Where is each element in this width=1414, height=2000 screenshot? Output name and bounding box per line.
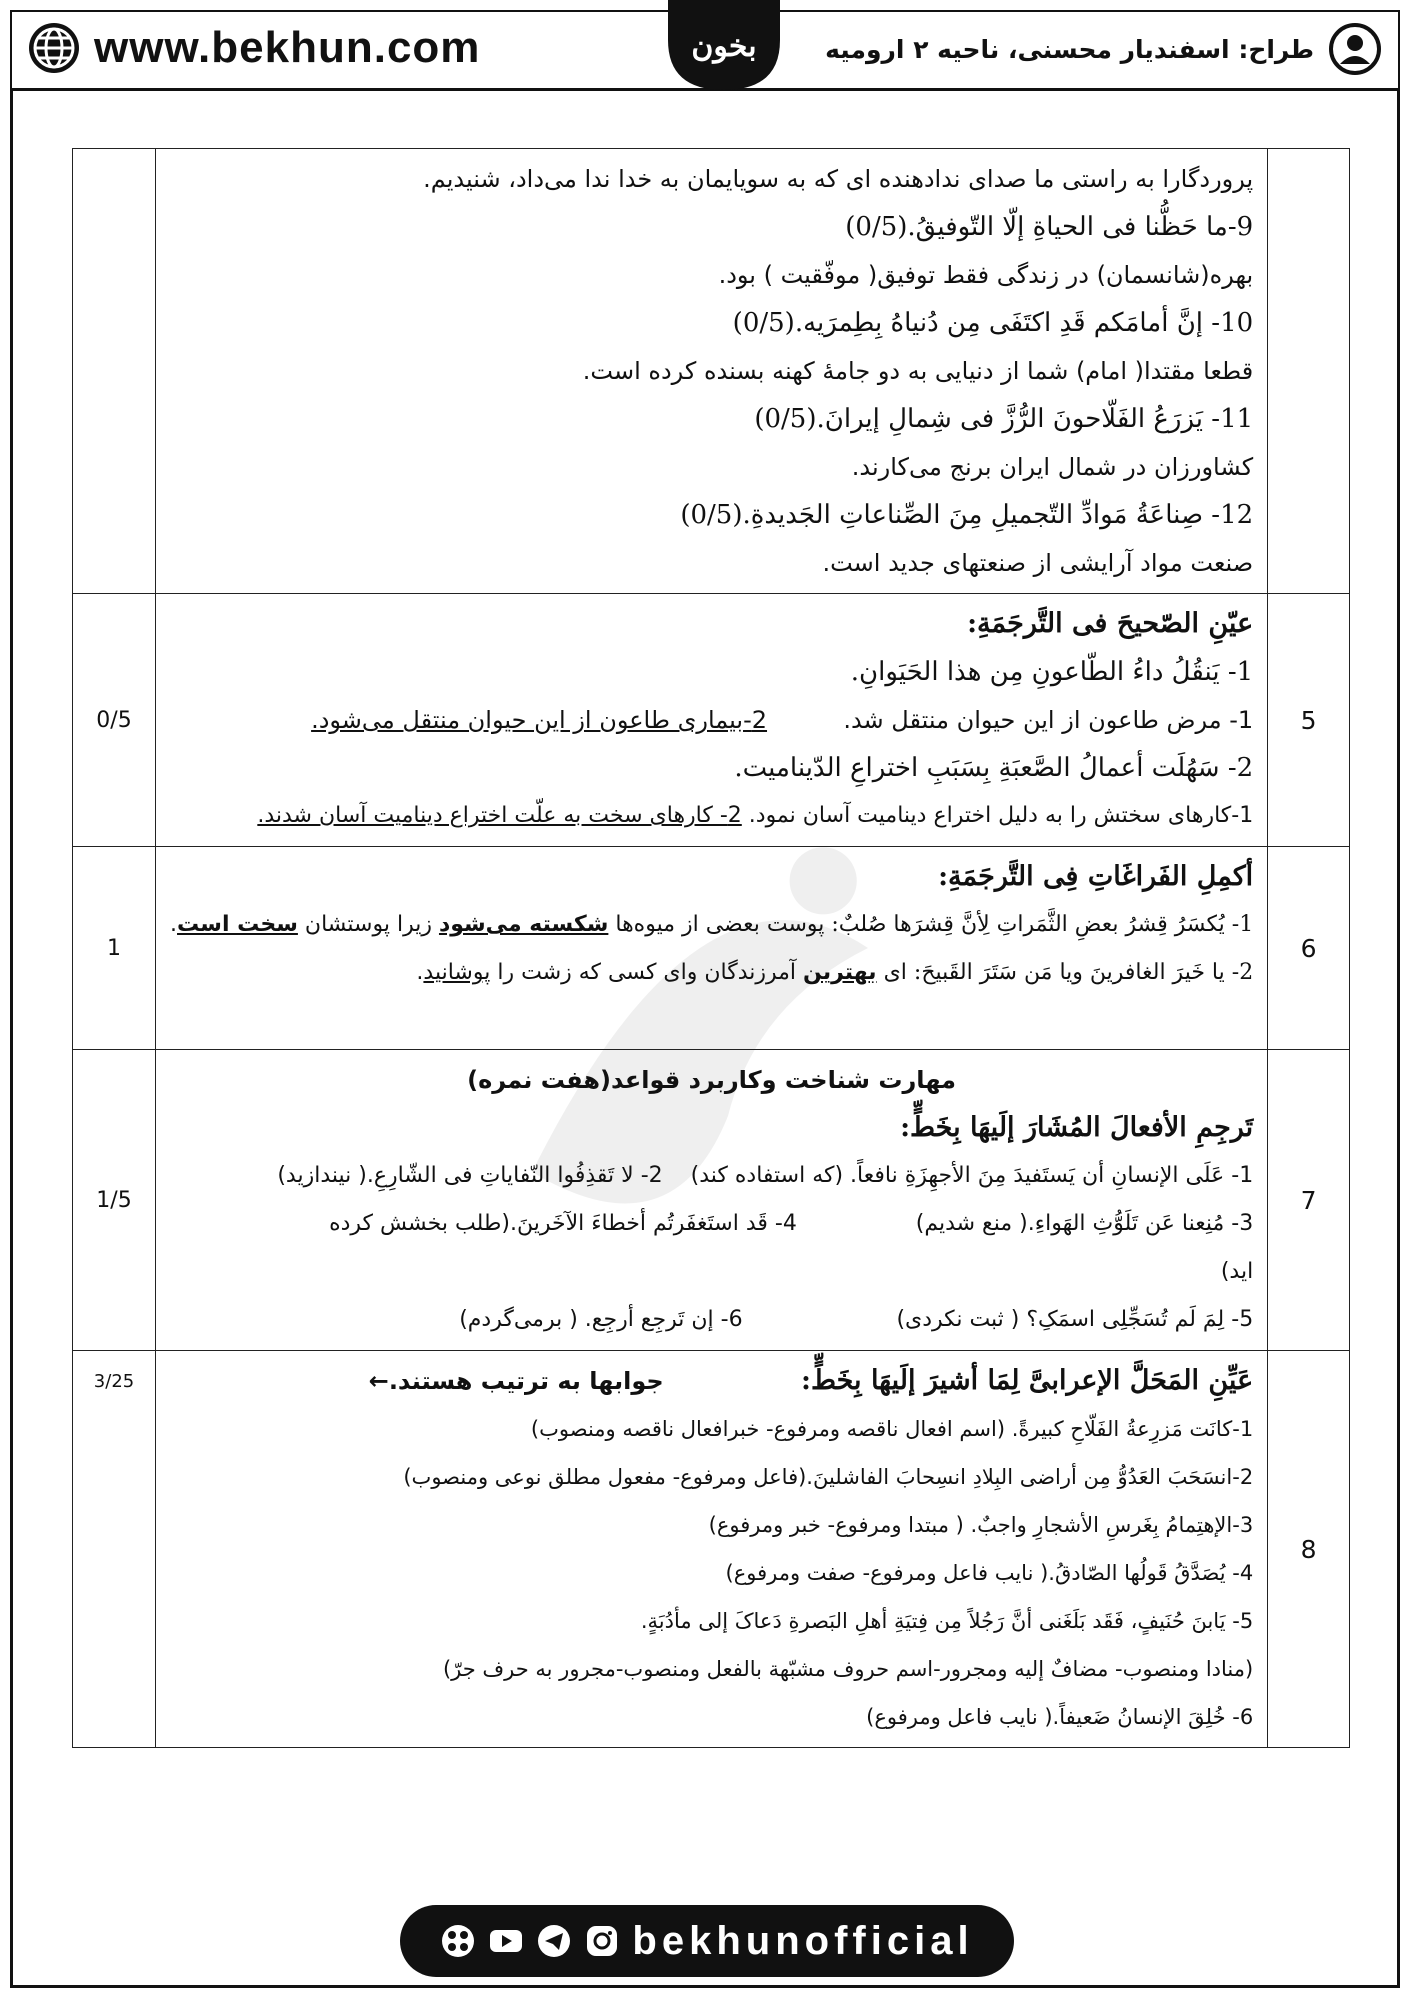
arabic-line: 10- إنَّ أمامَکم قَدِ اکتَفَی مِن دُنیاهُ بِطِمرَیه.(0/5) — [732, 308, 1254, 338]
title-line — [170, 1357, 1253, 1405]
option: 1- مرض طاعون از این حیوان منتقل شد. — [843, 706, 1254, 734]
question-number: 8 — [1268, 1351, 1350, 1748]
answer-line: پروردگارا به راستی ما صدای ندادهنده ای که به سویایمان به خدا ندا می‌داد، شنیدیم. — [423, 165, 1254, 193]
question-4-row — [73, 149, 1350, 594]
aparat-icon[interactable] — [440, 1923, 476, 1959]
section-heading: مهارت شناخت وکاربرد قواعد(هفت نمره) — [467, 1066, 957, 1094]
item: 5- یَابنَ حُنَیفٍ، فَقَد بَلَغَنی أنَّ رَجُلاً مِن فِتیَةِ أهلِ البَصرةِ دَعاکَ إلی مأدُبَةٍ. — [640, 1609, 1254, 1633]
arabic-line: 2- سَهُلَت أعمالُ الصَّعبَةِ بِسَبَبِ اختراعِ الدّینامیت. — [734, 753, 1254, 783]
question-title: عَیِّنِ المَحَلَّ الإعرابیَّ لِمَا أشیرَ إلَیهَا بِخَطٍّ: — [801, 1365, 1254, 1396]
item: 1- عَلَی الإنسانِ أن یَستَفیدَ مِنَ الأجهِزَةِ نافعاً. (که استفاده کند) — [690, 1163, 1254, 1188]
youtube-icon[interactable] — [488, 1923, 524, 1959]
question-title: أکمِلِ الفَراغَاتِ فِی التَّرجَمَةِ: — [938, 861, 1254, 892]
arabic-line: 1- یَنقُلُ داءُ الطّاعونِ مِن هذا الحَیَوانِ. — [850, 657, 1254, 687]
item-answer: (منادا ومنصوب- مضافٌ إلیه ومجرور-اسم حروف مشبّهة بالفعل ومنصوب-مجرور به حرف جرّ) — [442, 1657, 1254, 1681]
item-continuation: اید) — [1220, 1259, 1254, 1284]
question-7-row — [73, 1050, 1350, 1351]
social-handle[interactable]: bekhunofficial — [632, 1918, 974, 1963]
fill-line: 1- یُکسَرُ قِشرُ بعضِ الثَّمَراتِ لِأنَّ قِشرَها صُلبٌ: پوست بعضی از میوه‌ها شکسته می‌شود زیرا پوستشان سخت است. — [170, 912, 1254, 937]
question-8-row — [73, 1351, 1350, 1748]
item: 5- لِمَ لَم تُسَجِّلِی اسمَکِ؟ ( ثبت نکردی) — [896, 1307, 1254, 1332]
instagram-icon[interactable] — [584, 1923, 620, 1959]
designer-name: طراح: اسفندیار محسنی، ناحیه ۲ ارومیه — [825, 34, 1314, 64]
question-score: 1/5 — [73, 1050, 156, 1351]
question-body — [156, 594, 1268, 847]
question-number: 5 — [1268, 594, 1350, 847]
item: 4- یُصَدَّقُ قَولُها الصّادقُ.( نایب فاعل ومرفوع- صفت ومرفوع) — [725, 1561, 1254, 1585]
items-line — [170, 1200, 1253, 1248]
options-line — [170, 696, 1253, 744]
fill-line: 2- یا خَیرَ الغافرینَ ویا مَن سَتَرَ القَبیحَ: ای بهترین آمرزندگان وای کسی که زشت را پوشانید. — [416, 960, 1254, 985]
arabic-text: 2- یا خَیرَ الغافرینَ ویا مَن سَتَرَ القَبیحَ: — [913, 960, 1254, 985]
items-line — [170, 1152, 1253, 1200]
arabic-line: 9-ما حَظُّنا فی الحیاةِ إلّا التّوفیقُ.(0/5) — [845, 212, 1254, 242]
arabic-line: 12- صِناعَةُ مَوادِّ التّجمیلِ مِنَ الصِّناعاتِ الجَدیدةِ.(0/5) — [680, 500, 1254, 530]
arabic-text: 1- یُکسَرُ قِشرُ بعضِ الثَّمَراتِ لِأنَّ قِشرَها صُلبٌ: — [831, 912, 1254, 937]
question-6-row — [73, 847, 1350, 1050]
question-title: تَرجِمِ الأفعالَ المُشَارَ إلَیهَا بِخَطٍّ: — [900, 1112, 1254, 1143]
item: 2-انسَحَبَ العَدُوُّ مِن أراضی البِلادِ انسِحابَ الفاشلینَ.(فاعل ومرفوع- مفعول مطلق نوعی ومنصوب) — [403, 1465, 1254, 1489]
question-score: 0/5 — [73, 594, 156, 847]
question-body — [156, 1050, 1268, 1351]
filled-blank: سخت است — [177, 912, 298, 937]
question-title: عیّنِ الصّحیحَ فی التَّرجَمَةِ: — [967, 608, 1254, 639]
item: 6- خُلِقَ الإنسانُ ضَعیفاً.( نایب فاعل ومرفوع) — [866, 1705, 1254, 1729]
site-url[interactable]: www.bekhun.com — [94, 23, 481, 72]
question-body — [156, 149, 1268, 594]
question-score — [73, 149, 156, 594]
text: زیرا پوستشان — [304, 912, 432, 937]
answer-note: جوابها به ترتیب هستند.← — [368, 1367, 664, 1395]
text: ای — [883, 960, 907, 985]
item: 1-کانَت مَزرِعةُ الفَلّاحِ کبیرةً. (اسم افعال ناقصه ومرفوع- خبرافعال ناقصه ومنصوب) — [530, 1417, 1254, 1441]
answer-line: صنعت مواد آرایشی از صنعتهای جدید است. — [822, 549, 1254, 577]
question-number — [1268, 149, 1350, 594]
question-body — [156, 1351, 1268, 1748]
exam-table — [72, 148, 1350, 1748]
bekhun-logo — [668, 0, 780, 90]
filled-blank: بهترین — [803, 960, 877, 985]
option: 1-کارهای سختش را به دلیل اختراع دینامیت آسان نمود. — [748, 803, 1254, 828]
question-score: 3/25 — [73, 1351, 156, 1748]
telegram-icon[interactable] — [536, 1923, 572, 1959]
question-number: 6 — [1268, 847, 1350, 1050]
options-line — [170, 792, 1253, 840]
designer-info — [825, 22, 1382, 76]
site-brand[interactable] — [26, 20, 480, 76]
items-line — [170, 1296, 1253, 1344]
arabic-line: 11- یَزرَعُ الفَلّاحونَ الرُّزَّ فی شِمالِ إیرانَ.(0/5) — [754, 404, 1254, 434]
question-number: 7 — [1268, 1050, 1350, 1351]
answer-line: بهره(شانسمان) در زندگی فقط توفیق( موفّقیت ) بود. — [718, 261, 1254, 289]
item: 2- لا تَقذِفُوا النّفایاتِ فی الشّارِعِ.( نیندازید) — [277, 1163, 663, 1188]
item: 3- مُنِعنا عَن تَلَوُّثِ الهَواءِ.( منع شدیم) — [915, 1211, 1254, 1236]
globe-icon — [26, 20, 82, 76]
answer-line: کشاورزان در شمال ایران برنج می‌کارند. — [851, 453, 1254, 481]
answer-line: قطعا مقتدا( امام) شما از دنیایی به دو جامهٔ کهنه بسنده کرده است. — [582, 357, 1254, 385]
text: پوست بعضی از میوه‌ها — [615, 912, 825, 937]
correct-option: 2- کارهای سخت به علّت اختراع دینامیت آسان شدند. — [257, 803, 742, 828]
social-footer — [400, 1905, 1014, 1977]
correct-option: 2-بیماری طاعون از این حیوان منتقل می‌شود. — [311, 706, 768, 734]
item: 3-الإهتِمامُ بِغَرسِ الأشجارِ واجبٌ. ( مبتدا ومرفوع- خبر ومرفوع) — [708, 1513, 1254, 1537]
text: آمرزندگان وای کسی که زشت را — [497, 960, 797, 985]
item: 6- إن تَرجِع أرجِع. ( برمی‌گردم) — [459, 1307, 743, 1332]
item: 4- قَد استَغفَرتُم أخطاءَ الآخَرینَ.(طلب بخشش کرده — [329, 1211, 797, 1236]
question-5-row — [73, 594, 1350, 847]
user-icon — [1328, 22, 1382, 76]
question-body — [156, 847, 1268, 1050]
filled-blank: پوشانید — [423, 960, 491, 985]
logo-text: بخون — [691, 29, 757, 64]
question-score: 1 — [73, 847, 156, 1050]
filled-blank: شکسته می‌شود — [438, 912, 609, 937]
